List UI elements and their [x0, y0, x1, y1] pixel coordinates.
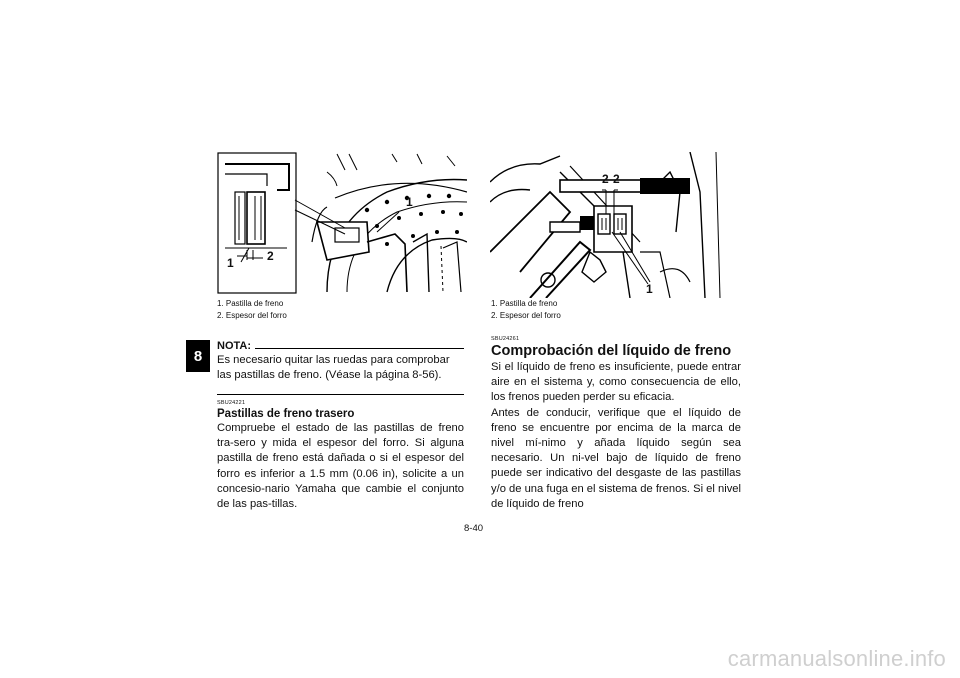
section-brake-fluid [491, 336, 741, 512]
note-label: NOTA: [217, 340, 252, 352]
caption-right-1: 1. Pastilla de freno [491, 299, 558, 308]
figure-front-brake-pads [217, 152, 467, 298]
callout-1-inset: 1 [227, 256, 234, 270]
caption-left-1: 1. Pastilla de freno [217, 299, 284, 308]
chapter-tab: 8 [186, 340, 210, 372]
section-code: SBU24261 [491, 336, 520, 342]
section-heading: Comprobación del líquido de freno [491, 343, 732, 359]
callout-1-pad: 1 [406, 195, 413, 209]
callout-2-inset: 2 [267, 249, 274, 263]
page-number: 8-40 [464, 523, 484, 534]
callout-2-left: 2 [602, 172, 609, 186]
section-body-1: Si el líquido de freno es insuficiente, puede entrar aire en el sistema y, como consecuencia de ello, los frenos pueden perder su eficacia. [491, 361, 741, 404]
note-bottom-rule [217, 394, 464, 395]
note-text: Es necesario quitar las ruedas para comprobar las pastillas de freno. (Véase la página 8-56). [217, 354, 450, 382]
callout-2-right: 2 [613, 172, 620, 186]
figure-rear-brake-pads [490, 152, 740, 298]
caption-left-2: 2. Espesor del forro [217, 311, 287, 320]
section-code: SBU24221 [217, 400, 246, 406]
callout-1-pad: 1 [646, 282, 653, 296]
section-heading: Pastillas de freno trasero [217, 408, 355, 420]
note-top-rule [255, 348, 464, 349]
note-box [217, 340, 464, 395]
section-body: Compruebe el estado de las pastillas de freno tra-sero y mida el espesor del forro. Si alguna pastilla de freno está dañada o si el espesor del forro es inferior a 1.5 mm (0.06 in), solicite a un concesio-nario Yamaha que cambie el conjunto de las pas-tillas. [217, 422, 464, 511]
caption-right-2: 2. Espesor del forro [491, 311, 561, 320]
section-rear-pads [217, 400, 464, 512]
section-body-2: Antes de conducir, verifique que el líquido de freno se encuentre por encima de la marca de nivel mí-nimo y añada líquido según sea necesario. Un ni-vel bajo de líquido de freno puede ser indicativo del desgaste de las pastillas y/o de una fuga en el sistema de frenos. Si el nivel de líquido de freno [491, 406, 742, 510]
caption-left [217, 298, 287, 322]
watermark: carmanualsonline.info [727, 646, 946, 671]
caption-right [491, 298, 561, 322]
